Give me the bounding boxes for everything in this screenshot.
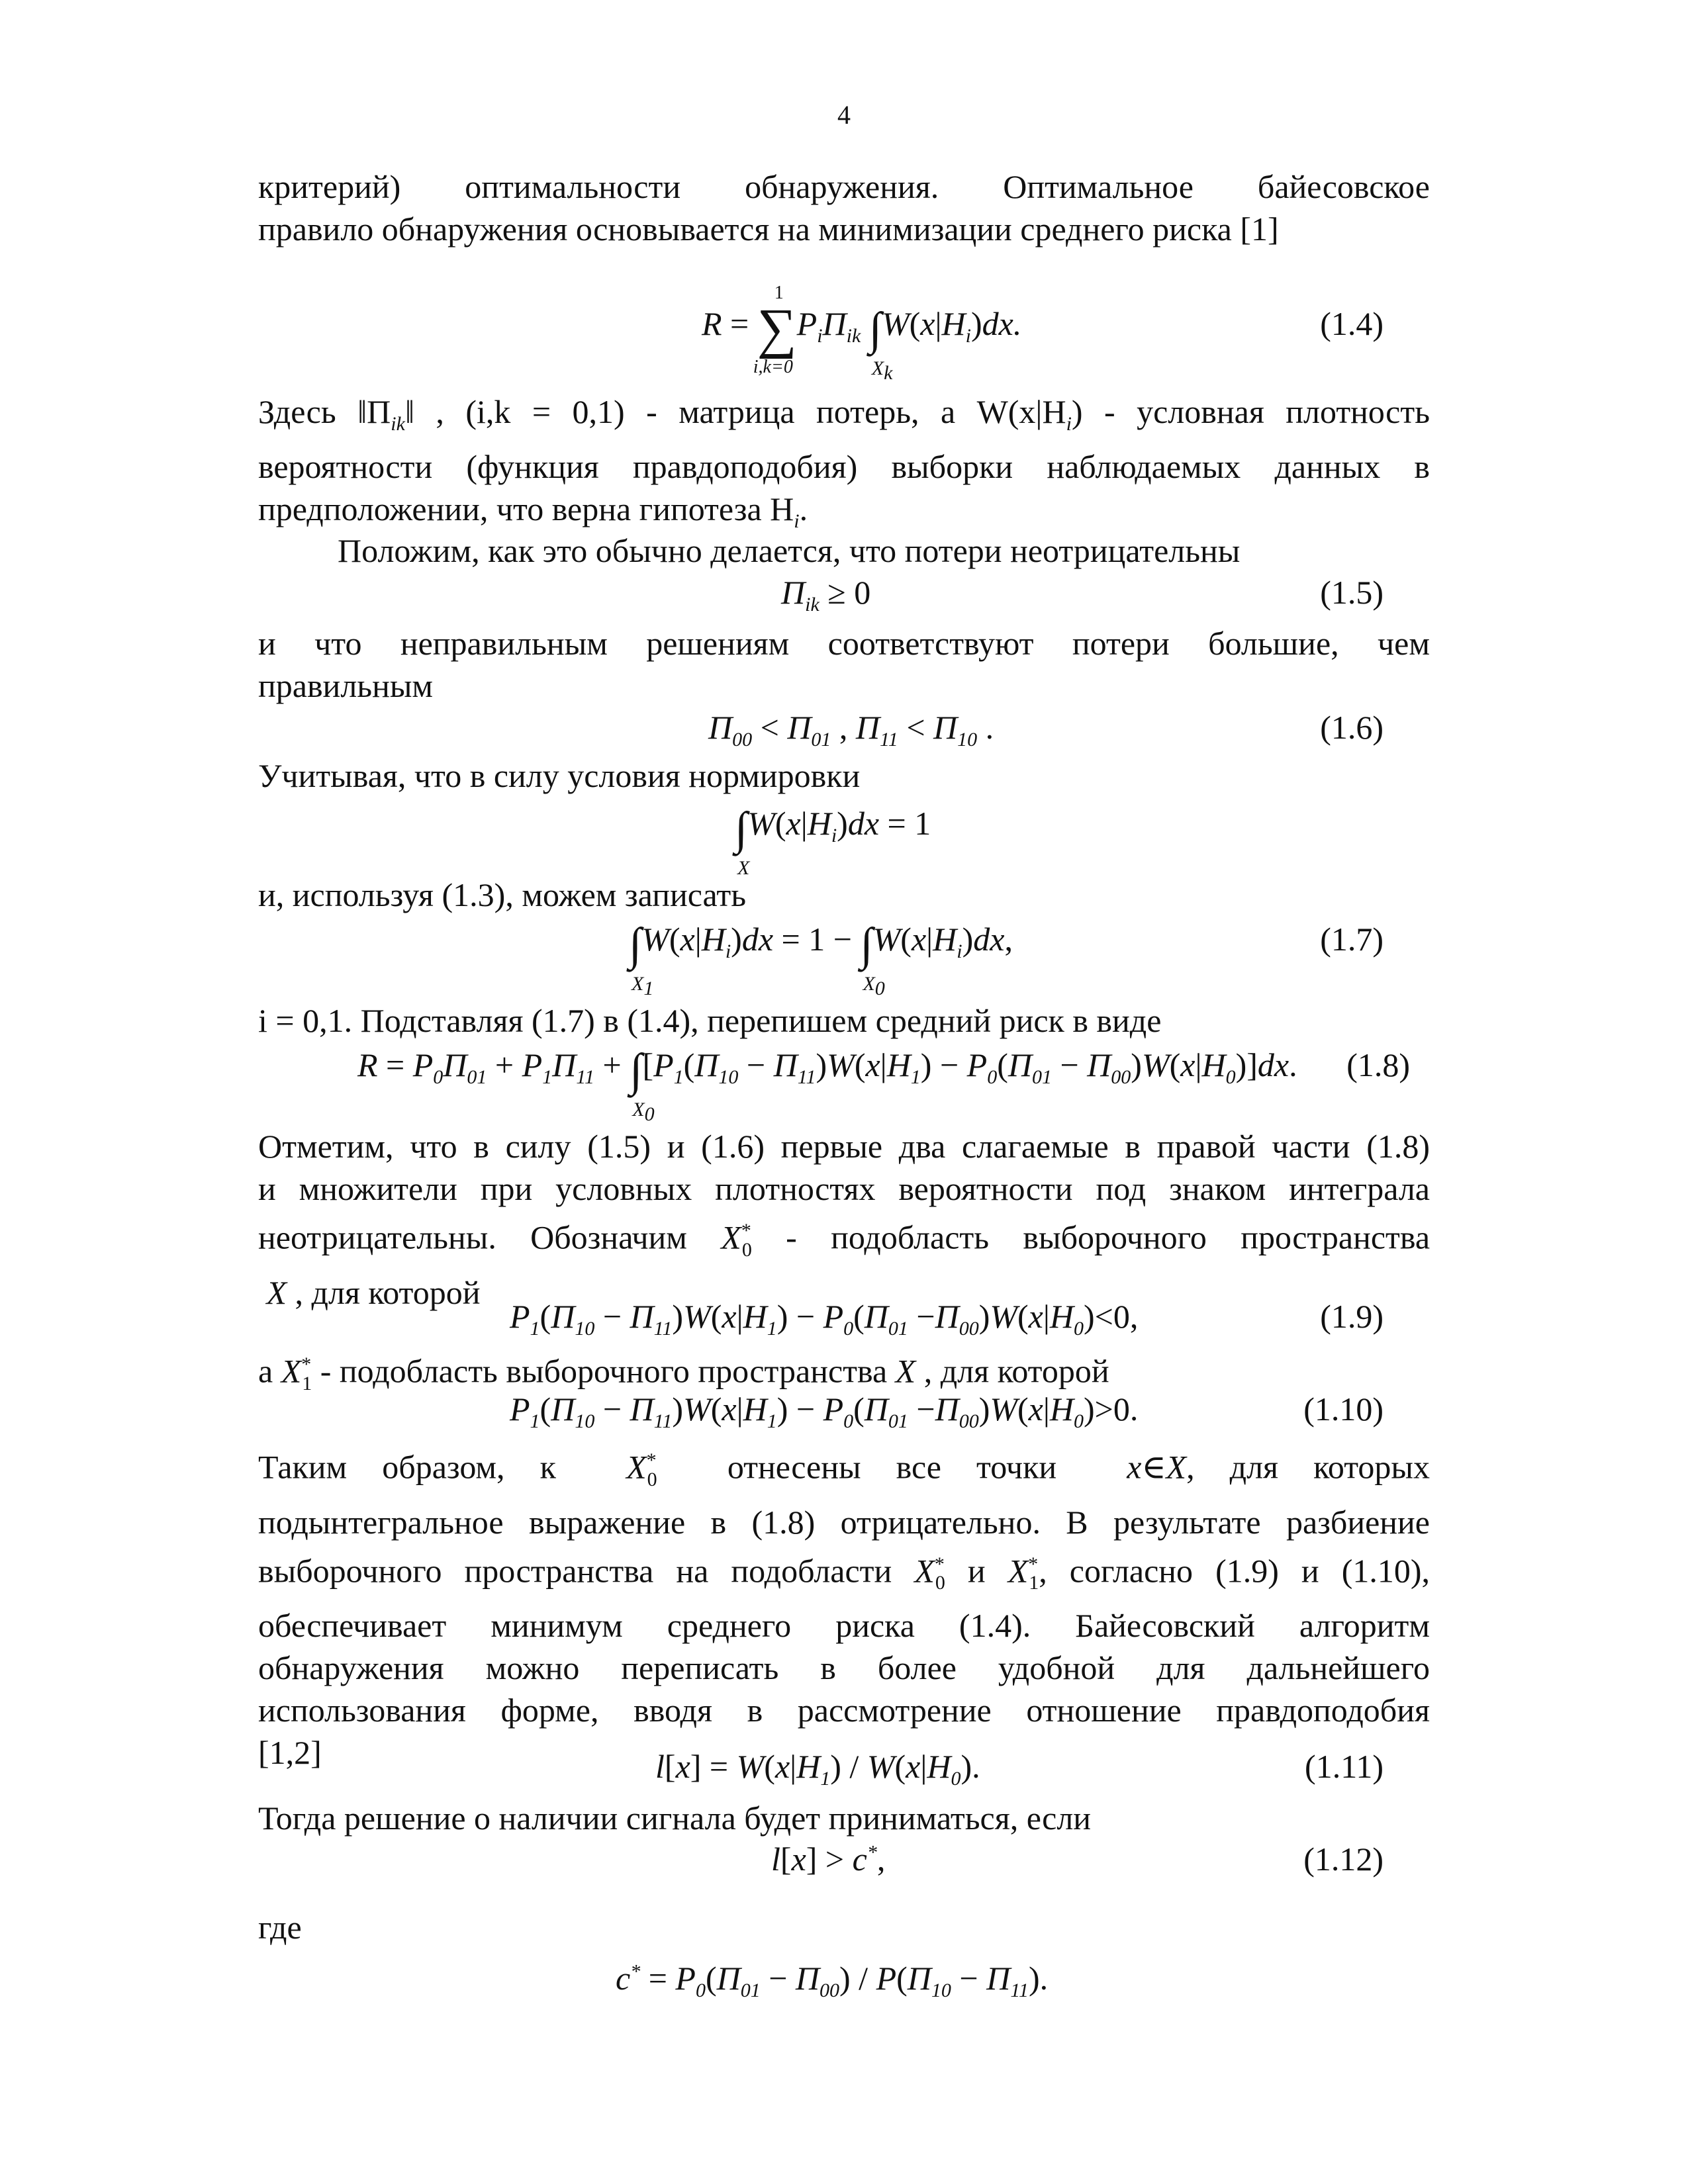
paragraph-result: Таким образом, к $X^*_0$ отнесены все точки x∈X, для которых подынтегральное выражение в (1.8) отрицательно. В результате разбиение выборочного пространства на подобласти $X^*_0$ и $X^*_1$, согласно (1.9) и (1.10), обеспечивает минимум среднего риска (1.4). Байесовский алгоритм обнаружения можно переписать в более удобной для дальнейшего использования форме, вводя в рассмотрение отношение правдоподобия [1,2] — [258, 1448, 1430, 1772]
paragraph-subregion: а $X^*_1$ - подобласть выборочного пространства X , для которой — [258, 1352, 1109, 1394]
paragraph-nonnegative: Положим, как это обычно делается, что потери неотрицательны — [338, 532, 1241, 569]
equation-1-9: $P_1(\Pi_{10} - \Pi_{11})W(x|H_1) - P_0(\Pi_{01} -\Pi_{00})W(x|H_0)<0$, (1.9) — [510, 1298, 1383, 1340]
paragraph-loss-matrix: Здесь $‖\Pi_{ik}‖$ , (i,k = 0,1) - матрица потерь, а $W(x|H_i)$ - условная плотность вероятности (функция правдоподобия) выборки наблюдаемых данных в предположении, что верна гипотеза $H_i$. — [258, 393, 1430, 532]
paragraph-losses: и что неправильным решениям соответствуют потери большие, чем правильным — [258, 625, 1430, 704]
paragraph-using: и, используя (1.3), можем записать — [258, 876, 747, 913]
paragraph-substituting: i = 0,1. Подставляя (1.7) в (1.4), перепишем средний риск в виде — [258, 1002, 1162, 1039]
page-number: 4 — [837, 100, 851, 130]
paragraph-note: Отметим, что в силу (1.5) и (1.6) первые два слагаемые в правой части (1.8) и множители при условных плотностях вероятности под знаком интеграла неотрицательны. Обозначим $X^*_0$ - подобласть выборочного пространства X , для которой — [258, 1128, 1430, 1311]
paragraph-decision: Тогда решение о наличии сигнала будет приниматься, если — [258, 1799, 1092, 1837]
paragraph-where: где — [258, 1909, 302, 1946]
equation-1-4: R = ∑ 1 i,k=0 $P_i\Pi_{ik}$ ∫ $X_k$ $W(x|H_i)dx$. (1.4) — [702, 283, 1383, 384]
equation-number: (1.4) — [1320, 305, 1383, 342]
equation-1-6: $\Pi_{00} < \Pi_{01}$ , $\Pi_{11} < \Pi_{10}$ . (1.6) — [708, 709, 1383, 751]
equation-1-12: l[x] > c*, (1.12) — [771, 1841, 1383, 1878]
paragraph-intro: критерий) оптимальности обнаружения. Оптимальное байесовское правило обнаружения основывается на минимизации среднего риска [1] — [258, 168, 1430, 248]
equation-1-7: ∫ $X_1$ $W(x|H_i)dx = 1$ − ∫ $X_0$ $W(x|H_i)dx$, (1.7) — [629, 919, 1383, 999]
equation-1-5: $\Pi_{ik} \ge 0$ (1.5) — [781, 574, 1383, 615]
equation-normalization: ∫ X $W(x|H_i)dx = 1$ — [735, 803, 931, 879]
equation-threshold: $c^* = P_0(\Pi_{01} - \Pi_{00}) / P(\Pi_{10} - \Pi_{11})$. — [616, 1960, 1049, 2001]
paragraph-normalization: Учитывая, что в силу условия нормировки — [258, 757, 861, 794]
equation-1-8: $R = P_0\Pi_{01} + P_1\Pi_{11}$ + ∫ $X_0$ $[P_1(\Pi_{10} - \Pi_{11})W(x|H_1) - P_0(\Pi_{01} - \Pi_{00})W(x|H_0)]dx$. (1.8) — [357, 1045, 1410, 1125]
equation-1-11: $l[x] = W(x|H_1) / W(x|H_0)$. (1.11) — [655, 1748, 1383, 1790]
equation-1-10: $P_1(\Pi_{10} - \Pi_{11})W(x|H_1) - P_0(\Pi_{01} -\Pi_{00})W(x|H_0)>0$. (1.10) — [510, 1390, 1383, 1432]
